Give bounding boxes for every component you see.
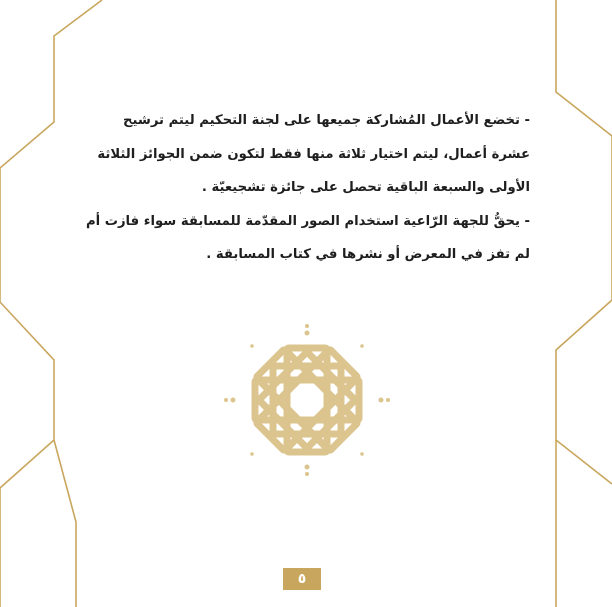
conditions-text <box>84 104 530 272</box>
paragraph-usage-rights: - يحقُّ للجهة الرّاعية استخدام الصور المقدّمة للمسابقة سواء فازت أم لم تفز في المعرض أو نشرها في كتاب المسابقة . <box>85 213 530 262</box>
arabesque-knot-icon <box>216 322 398 478</box>
page-number: ٥ <box>283 568 321 590</box>
paragraph-judging: - تخضع الأعمال المُشاركة جميعها على لجنة التحكيم ليتم ترشيح عشرة أعمال، ليتم اختيار ثلاثة منها فقط لتكون ضمن الجوائز الثلاثة الأولى والسبعة الباقية تحصل على جائزة تشجيعيّة . <box>97 113 530 195</box>
